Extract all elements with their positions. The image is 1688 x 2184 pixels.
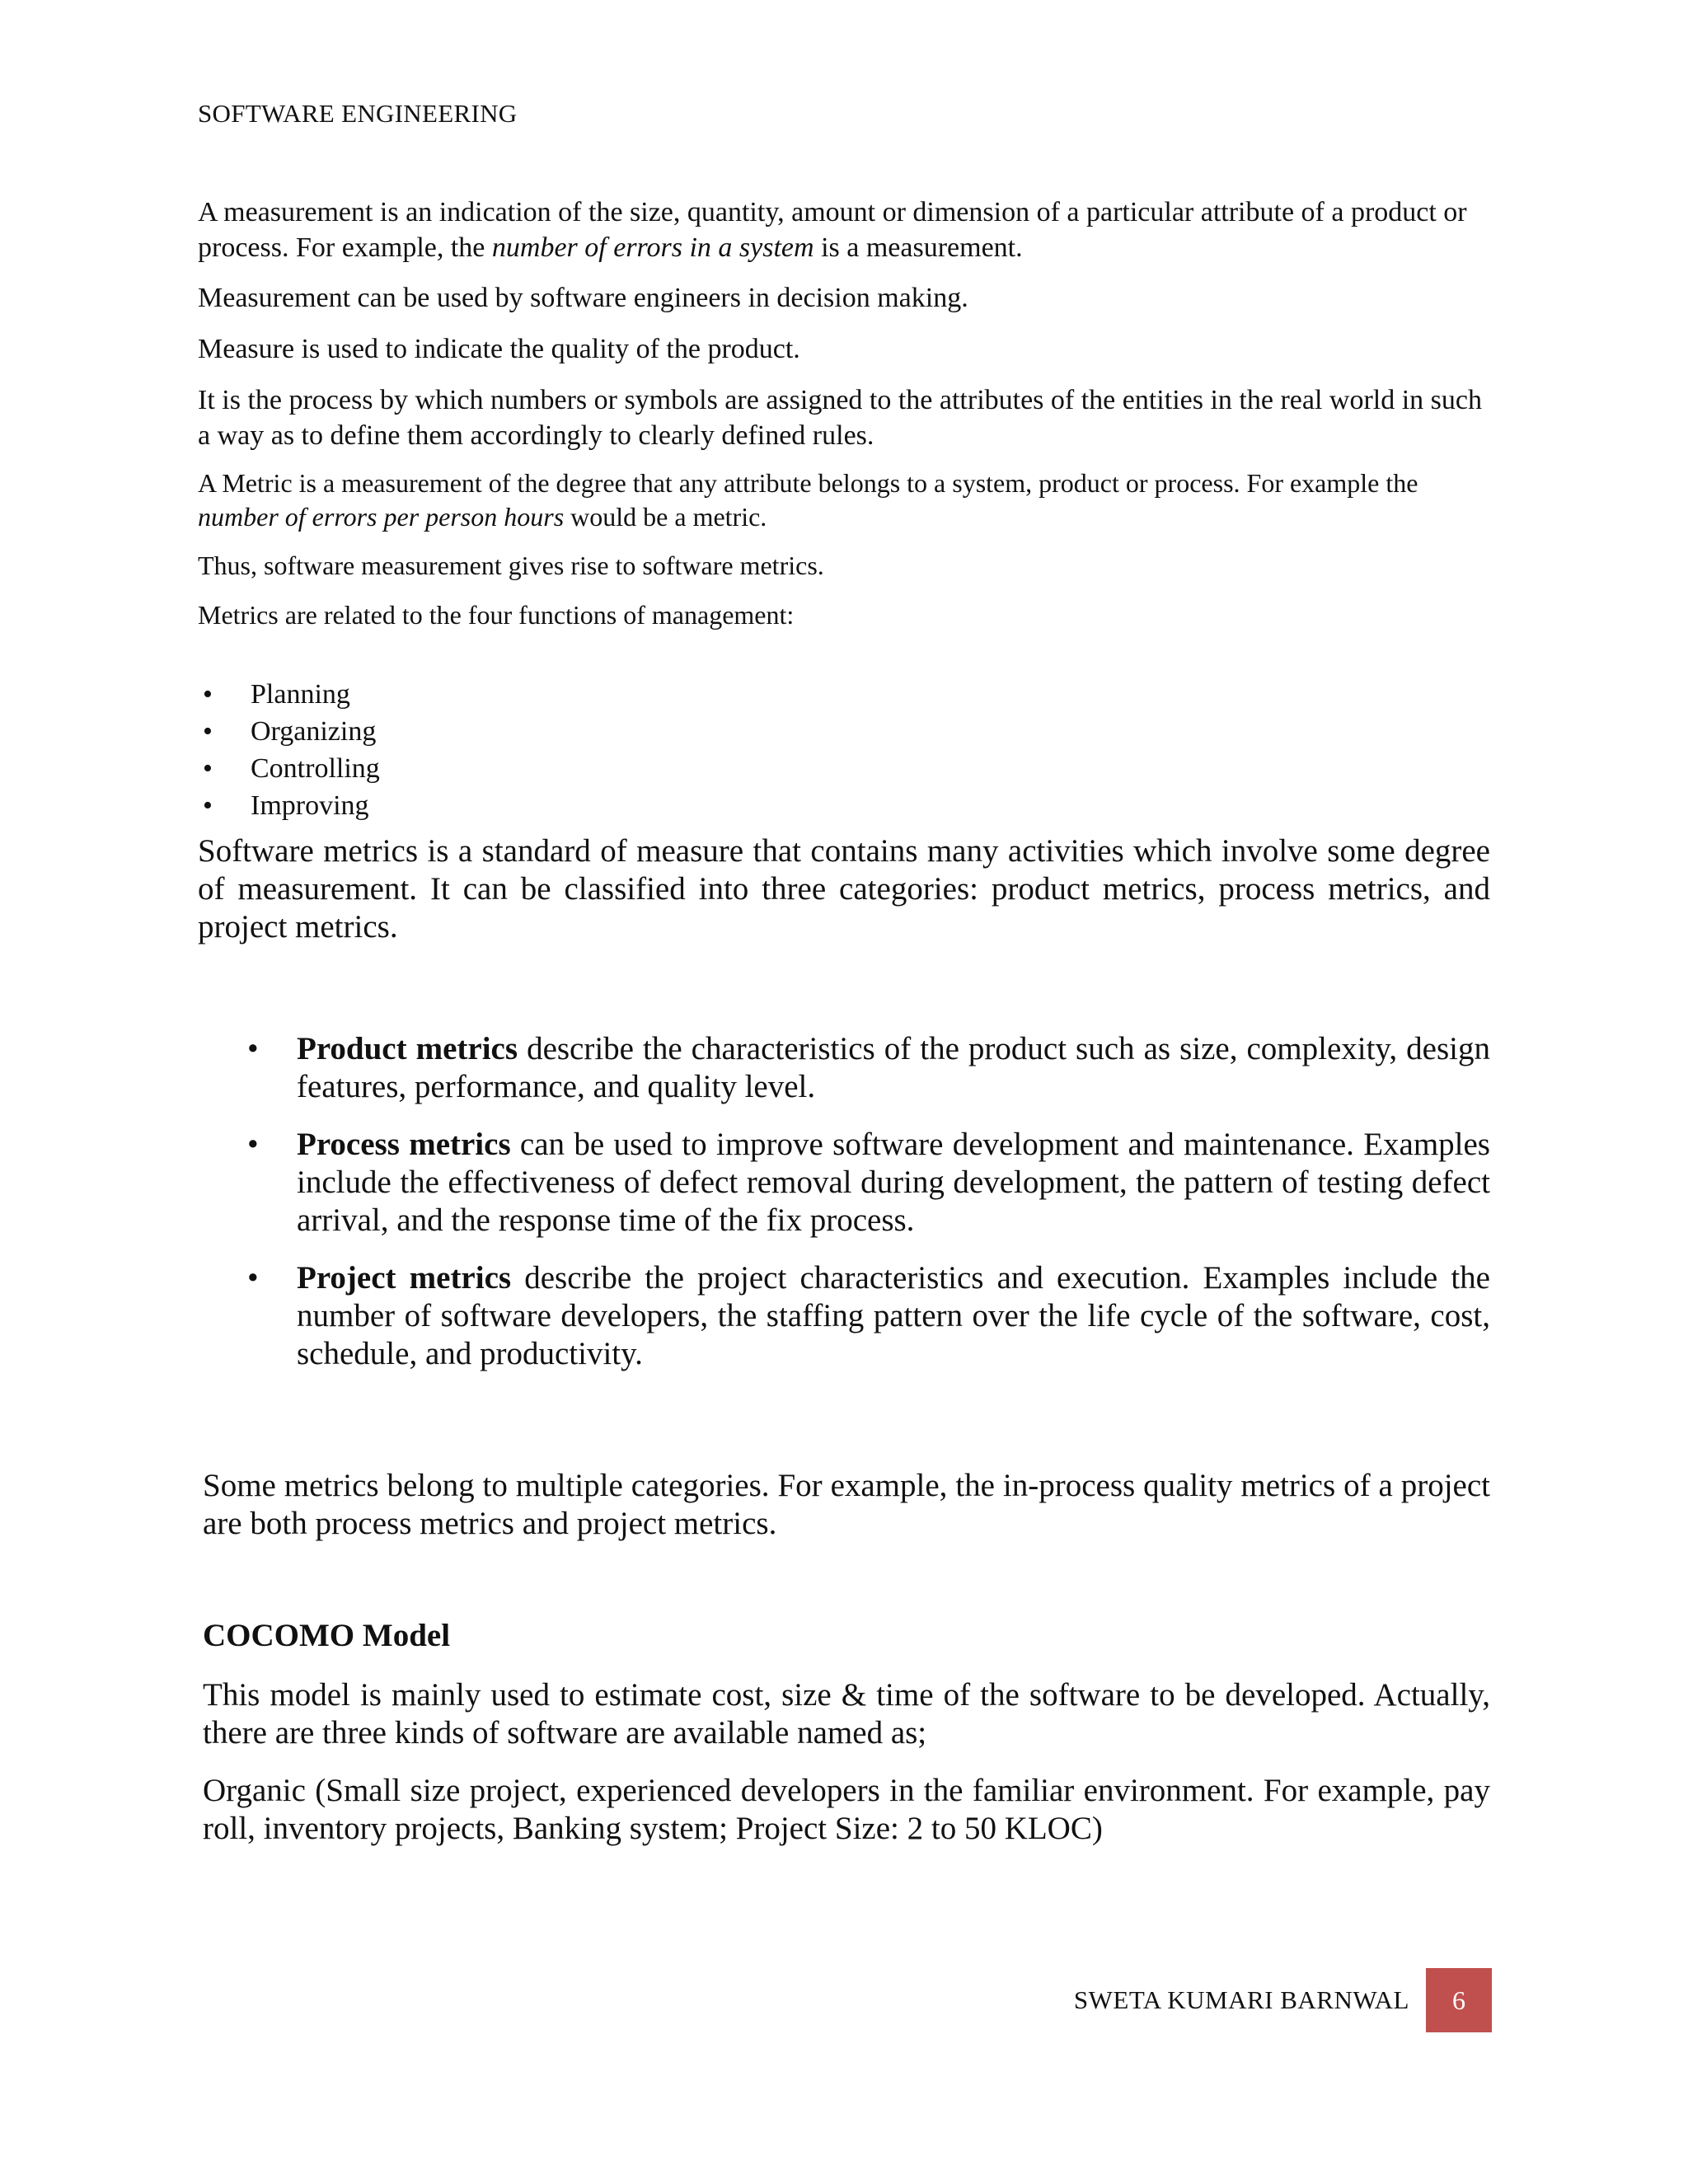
term: Product metrics [297, 1031, 518, 1066]
paragraph: Metrics are related to the four functions of management: [198, 600, 795, 630]
page-footer [1074, 1970, 1492, 2031]
paragraph: Software metrics is a standard of measure that contains many activities which involve some degree of measurement. It can be classified into three categories: product metrics, process metrics, and project metrics. [198, 833, 1490, 944]
definition: describe the characteristics of the product such as size, complexity, design features, performance, and quality level. [297, 1031, 1490, 1104]
metrics-intro-paragraph [198, 832, 1490, 946]
paragraph: Organic (Small size project, experienced developers in the familiar environment. For example, pay roll, inventory projects, Banking system; Project Size: 2 to 50 KLOC) [203, 1773, 1490, 1846]
definition: can be used to improve software development and maintenance. Examples include the effectiveness of defect removal during development, the pattern of testing defect arrival, and the response time of the fix process. [297, 1127, 1490, 1238]
term: Process metrics [297, 1127, 511, 1162]
page-number-badge [1426, 1968, 1492, 2032]
text: would be a metric. [564, 502, 767, 532]
intro-paragraph-thus [198, 549, 1490, 583]
bullet-icon: • [247, 1031, 259, 1066]
intro-paragraph-process [198, 382, 1490, 453]
list-item-label: Controlling [251, 753, 380, 784]
list-item-product-metrics [247, 1030, 1490, 1106]
paragraph: It is the process by which numbers or symbols are assigned to the attributes of the entities in the real world in such a way as to define them accordingly to clearly defined rules. [198, 385, 1482, 451]
term: Project metrics [297, 1260, 512, 1296]
intro-paragraph-functions [198, 598, 1490, 632]
text: A Metric is a measurement of the degree that any attribute belongs to a system, product or process. For example the [198, 468, 1418, 498]
list-item-process-metrics [247, 1126, 1490, 1240]
intro-paragraph-metric [198, 466, 1490, 534]
paragraph: Some metrics belong to multiple categories. For example, the in-process quality metrics of a project are both process metrics and project metrics. [203, 1468, 1490, 1541]
bullet-icon: • [203, 753, 213, 784]
list-item-label: Improving [251, 790, 369, 821]
bullet-icon: • [247, 1127, 259, 1162]
intro-paragraph-quality [198, 331, 1490, 367]
author-name: SWETA KUMARI BARNWAL [1073, 1985, 1409, 2014]
metric-categories-list [247, 1030, 1490, 1393]
paragraph: Thus, software measurement gives rise to software metrics. [198, 551, 824, 580]
list-item [198, 750, 380, 787]
bullet-icon: • [203, 716, 213, 747]
bullet-icon: • [203, 679, 213, 710]
text: A measurement is an indication of the size, quantity, amount or dimension of a particular attribute of a product or process. For example, the [198, 197, 1467, 263]
emphasis: number of errors in a system [491, 232, 814, 263]
paragraph: This model is mainly used to estimate cost, size & time of the software to be developed. Actually, there are three kinds of software are available named as; [203, 1677, 1490, 1750]
cocomo-paragraph-intro [203, 1676, 1490, 1752]
paragraph: Measurement can be used by software engineers in decision making. [198, 283, 968, 313]
list-item-project-metrics [247, 1259, 1490, 1373]
cocomo-paragraph-organic [203, 1772, 1490, 1848]
definition: describe the project characteristics and execution. Examples include the number of software developers, the staffing pattern over the life cycle of the software, cost, schedule, and productivity. [297, 1260, 1490, 1371]
intro-paragraph-decision [198, 280, 1490, 316]
list-item [198, 787, 380, 824]
paragraph: Measure is used to indicate the quality of the product. [198, 334, 800, 364]
intro-paragraph-measurement [198, 194, 1490, 265]
management-functions-list [198, 676, 380, 824]
running-header: SOFTWARE ENGINEERING [198, 99, 518, 128]
section-heading: COCOMO Model [203, 1618, 451, 1653]
text: is a measurement. [814, 232, 1023, 263]
bullet-icon: • [247, 1260, 259, 1296]
page-number: 6 [1452, 1985, 1465, 2015]
multi-category-paragraph [203, 1467, 1490, 1543]
list-item [198, 713, 380, 750]
list-item-label: Organizing [251, 716, 377, 747]
emphasis: number of errors per person hours [198, 502, 565, 532]
list-item [198, 676, 380, 713]
bullet-icon: • [203, 790, 213, 821]
list-item-label: Planning [251, 679, 350, 710]
paragraph [198, 194, 1490, 265]
paragraph [198, 466, 1490, 534]
